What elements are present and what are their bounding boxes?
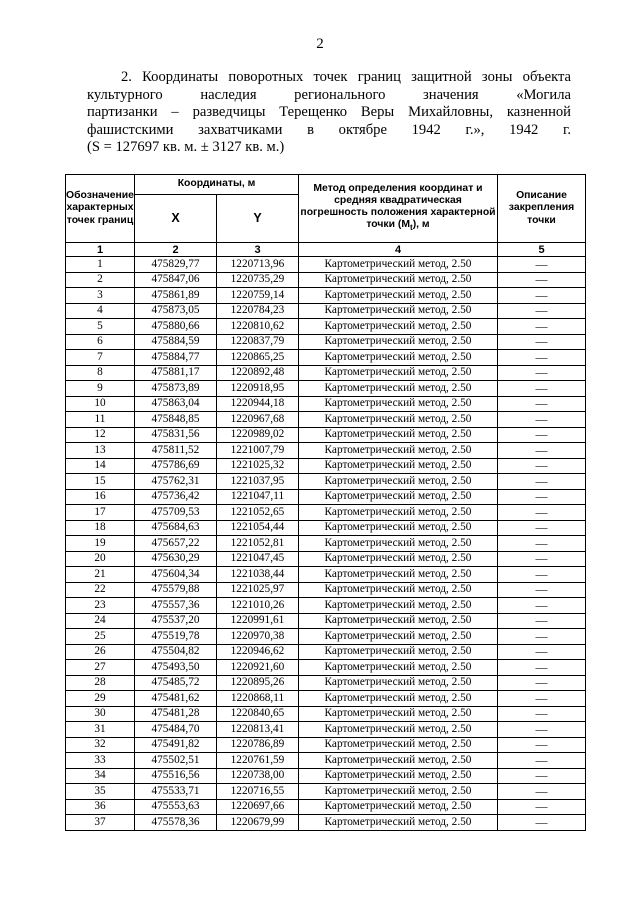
table-row xyxy=(66,520,586,536)
table-row xyxy=(66,768,586,784)
y-coordinate-cell: 1220716,55 xyxy=(217,784,299,800)
point-number-cell: 36 xyxy=(66,799,135,815)
table-row xyxy=(66,815,586,831)
x-coordinate-cell: 475516,56 xyxy=(135,768,217,784)
method-cell: Картометрический метод, 2.50 xyxy=(299,536,498,552)
x-coordinate-cell: 475502,51 xyxy=(135,753,217,769)
method-cell: Картометрический метод, 2.50 xyxy=(299,660,498,676)
point-number-cell: 23 xyxy=(66,598,135,614)
heading-line: фашистскими захватчиками в октябре 1942 г.», 1942 г. xyxy=(87,121,571,138)
x-coordinate-cell: 475884,59 xyxy=(135,334,217,350)
y-coordinate-cell: 1220810,62 xyxy=(217,319,299,335)
heading-line: 2. Координаты поворотных точек границ защитной зоны объекта xyxy=(121,69,571,85)
point-number-cell: 34 xyxy=(66,768,135,784)
method-cell: Картометрический метод, 2.50 xyxy=(299,598,498,614)
description-cell: — xyxy=(498,629,586,645)
description-cell: — xyxy=(498,598,586,614)
table-row xyxy=(66,613,586,629)
description-cell: — xyxy=(498,582,586,598)
point-number-cell: 11 xyxy=(66,412,135,428)
table-row xyxy=(66,427,586,443)
description-cell: — xyxy=(498,691,586,707)
point-number-cell: 35 xyxy=(66,784,135,800)
table-row xyxy=(66,598,586,614)
point-number-cell: 26 xyxy=(66,644,135,660)
point-number-cell: 22 xyxy=(66,582,135,598)
method-cell: Картометрический метод, 2.50 xyxy=(299,288,498,304)
method-cell: Картометрический метод, 2.50 xyxy=(299,799,498,815)
point-number-cell: 3 xyxy=(66,288,135,304)
method-cell: Картометрический метод, 2.50 xyxy=(299,675,498,691)
x-coordinate-cell: 475579,88 xyxy=(135,582,217,598)
x-coordinate-cell: 475884,77 xyxy=(135,350,217,366)
point-number-cell: 33 xyxy=(66,753,135,769)
x-coordinate-cell: 475519,78 xyxy=(135,629,217,645)
x-coordinate-cell: 475557,36 xyxy=(135,598,217,614)
description-cell: — xyxy=(498,427,586,443)
description-cell: — xyxy=(498,768,586,784)
header-description: Описание закрепления точки xyxy=(498,175,586,243)
method-cell: Картометрический метод, 2.50 xyxy=(299,722,498,738)
header-method xyxy=(299,175,498,243)
header-coordinates: Координаты, м xyxy=(135,175,299,195)
method-cell: Картометрический метод, 2.50 xyxy=(299,365,498,381)
y-coordinate-cell: 1221047,11 xyxy=(217,489,299,505)
table-row xyxy=(66,272,586,288)
y-coordinate-cell: 1220921,60 xyxy=(217,660,299,676)
description-cell: — xyxy=(498,381,586,397)
header-method-tail: ), м xyxy=(412,219,430,231)
table-row xyxy=(66,365,586,381)
y-coordinate-cell: 1220713,96 xyxy=(217,257,299,273)
point-number-cell: 8 xyxy=(66,365,135,381)
y-coordinate-cell: 1220738,00 xyxy=(217,768,299,784)
table-row xyxy=(66,381,586,397)
x-coordinate-cell: 475604,34 xyxy=(135,567,217,583)
point-number-cell: 12 xyxy=(66,427,135,443)
y-coordinate-cell: 1221047,45 xyxy=(217,551,299,567)
x-coordinate-cell: 475873,89 xyxy=(135,381,217,397)
y-coordinate-cell: 1220944,18 xyxy=(217,396,299,412)
x-coordinate-cell: 475684,63 xyxy=(135,520,217,536)
point-number-cell: 28 xyxy=(66,675,135,691)
point-number-cell: 32 xyxy=(66,737,135,753)
method-cell: Картометрический метод, 2.50 xyxy=(299,257,498,273)
x-coordinate-cell: 475481,28 xyxy=(135,706,217,722)
point-number-cell: 1 xyxy=(66,257,135,273)
table-row xyxy=(66,489,586,505)
description-cell: — xyxy=(498,396,586,412)
table-row xyxy=(66,458,586,474)
method-cell: Картометрический метод, 2.50 xyxy=(299,815,498,831)
y-coordinate-cell: 1221054,44 xyxy=(217,520,299,536)
column-number: 3 xyxy=(217,243,299,257)
description-cell: — xyxy=(498,474,586,490)
point-number-cell: 4 xyxy=(66,303,135,319)
y-coordinate-cell: 1221052,81 xyxy=(217,536,299,552)
table-row xyxy=(66,396,586,412)
method-cell: Картометрический метод, 2.50 xyxy=(299,319,498,335)
description-cell: — xyxy=(498,784,586,800)
y-coordinate-cell: 1220865,25 xyxy=(217,350,299,366)
description-cell: — xyxy=(498,288,586,304)
y-coordinate-cell: 1220991,61 xyxy=(217,613,299,629)
point-number-cell: 14 xyxy=(66,458,135,474)
y-coordinate-cell: 1220840,65 xyxy=(217,706,299,722)
point-number-cell: 5 xyxy=(66,319,135,335)
x-coordinate-cell: 475630,29 xyxy=(135,551,217,567)
x-coordinate-cell: 475863,04 xyxy=(135,396,217,412)
y-coordinate-cell: 1221025,97 xyxy=(217,582,299,598)
table-row xyxy=(66,303,586,319)
method-cell: Картометрический метод, 2.50 xyxy=(299,613,498,629)
method-cell: Картометрический метод, 2.50 xyxy=(299,334,498,350)
table-row xyxy=(66,567,586,583)
y-coordinate-cell: 1220989,02 xyxy=(217,427,299,443)
point-number-cell: 25 xyxy=(66,629,135,645)
method-cell: Картометрический метод, 2.50 xyxy=(299,505,498,521)
y-coordinate-cell: 1220837,79 xyxy=(217,334,299,350)
point-number-cell: 17 xyxy=(66,505,135,521)
x-coordinate-cell: 475881,17 xyxy=(135,365,217,381)
x-coordinate-cell: 475762,31 xyxy=(135,474,217,490)
method-cell: Картометрический метод, 2.50 xyxy=(299,443,498,459)
x-coordinate-cell: 475481,62 xyxy=(135,691,217,707)
method-cell: Картометрический метод, 2.50 xyxy=(299,396,498,412)
point-number-cell: 37 xyxy=(66,815,135,831)
table-row xyxy=(66,644,586,660)
table-row xyxy=(66,334,586,350)
description-cell: — xyxy=(498,443,586,459)
point-number-cell: 19 xyxy=(66,536,135,552)
column-number: 4 xyxy=(299,243,498,257)
x-coordinate-cell: 475709,53 xyxy=(135,505,217,521)
heading-line: партизанки – разведчицы Терещенко Веры Михайловны, казненной xyxy=(87,104,571,121)
method-cell: Картометрический метод, 2.50 xyxy=(299,412,498,428)
point-number-cell: 10 xyxy=(66,396,135,412)
table-row xyxy=(66,288,586,304)
method-cell: Картометрический метод, 2.50 xyxy=(299,381,498,397)
x-coordinate-cell: 475861,89 xyxy=(135,288,217,304)
point-number-cell: 15 xyxy=(66,474,135,490)
table-row xyxy=(66,474,586,490)
y-coordinate-cell: 1221025,32 xyxy=(217,458,299,474)
x-coordinate-cell: 475533,71 xyxy=(135,784,217,800)
column-number: 1 xyxy=(66,243,135,257)
y-coordinate-cell: 1221010,26 xyxy=(217,598,299,614)
method-cell: Картометрический метод, 2.50 xyxy=(299,629,498,645)
y-coordinate-cell: 1220697,66 xyxy=(217,799,299,815)
table-row xyxy=(66,722,586,738)
table-row xyxy=(66,675,586,691)
description-cell: — xyxy=(498,613,586,629)
table-row xyxy=(66,536,586,552)
table-row xyxy=(66,737,586,753)
method-cell: Картометрический метод, 2.50 xyxy=(299,427,498,443)
point-number-cell: 31 xyxy=(66,722,135,738)
method-cell: Картометрический метод, 2.50 xyxy=(299,474,498,490)
x-coordinate-cell: 475829,77 xyxy=(135,257,217,273)
header-method-subscript: t xyxy=(410,223,413,233)
table-row xyxy=(66,505,586,521)
table-row xyxy=(66,412,586,428)
method-cell: Картометрический метод, 2.50 xyxy=(299,350,498,366)
description-cell: — xyxy=(498,815,586,831)
point-number-cell: 2 xyxy=(66,272,135,288)
description-cell: — xyxy=(498,644,586,660)
description-cell: — xyxy=(498,319,586,335)
y-coordinate-cell: 1220759,14 xyxy=(217,288,299,304)
y-coordinate-cell: 1221052,65 xyxy=(217,505,299,521)
description-cell: — xyxy=(498,722,586,738)
y-coordinate-cell: 1220786,89 xyxy=(217,737,299,753)
point-number-cell: 18 xyxy=(66,520,135,536)
method-cell: Картометрический метод, 2.50 xyxy=(299,706,498,722)
y-coordinate-cell: 1220784,23 xyxy=(217,303,299,319)
x-coordinate-cell: 475484,70 xyxy=(135,722,217,738)
x-coordinate-cell: 475880,66 xyxy=(135,319,217,335)
y-coordinate-cell: 1220918,95 xyxy=(217,381,299,397)
x-coordinate-cell: 475578,36 xyxy=(135,815,217,831)
header-method-text: Метод определения координат и средняя квадратическая погрешность положения характерной точки (M xyxy=(300,182,496,231)
x-coordinate-cell: 475537,20 xyxy=(135,613,217,629)
table-row xyxy=(66,753,586,769)
area-note: (S = 127697 кв. м. ± 3127 кв. м.) xyxy=(87,139,285,156)
point-number-cell: 6 xyxy=(66,334,135,350)
page-number: 2 xyxy=(316,36,324,52)
description-cell: — xyxy=(498,489,586,505)
method-cell: Картометрический метод, 2.50 xyxy=(299,520,498,536)
point-number-cell: 24 xyxy=(66,613,135,629)
table-row xyxy=(66,257,586,273)
y-coordinate-cell: 1220679,99 xyxy=(217,815,299,831)
description-cell: — xyxy=(498,272,586,288)
y-coordinate-cell: 1220868,11 xyxy=(217,691,299,707)
x-coordinate-cell: 475873,05 xyxy=(135,303,217,319)
table-row xyxy=(66,799,586,815)
table-row xyxy=(66,551,586,567)
description-cell: — xyxy=(498,567,586,583)
y-coordinate-cell: 1220946,62 xyxy=(217,644,299,660)
y-coordinate-cell: 1221037,95 xyxy=(217,474,299,490)
y-coordinate-cell: 1220761,59 xyxy=(217,753,299,769)
table-row xyxy=(66,582,586,598)
x-coordinate-cell: 475811,52 xyxy=(135,443,217,459)
description-cell: — xyxy=(498,551,586,567)
x-coordinate-cell: 475657,22 xyxy=(135,536,217,552)
x-coordinate-cell: 475553,63 xyxy=(135,799,217,815)
x-coordinate-cell: 475504,82 xyxy=(135,644,217,660)
description-cell: — xyxy=(498,799,586,815)
description-cell: — xyxy=(498,412,586,428)
table-body xyxy=(66,257,586,831)
header-x: X xyxy=(135,195,217,243)
method-cell: Картометрический метод, 2.50 xyxy=(299,303,498,319)
point-number-cell: 29 xyxy=(66,691,135,707)
description-cell: — xyxy=(498,350,586,366)
point-number-cell: 7 xyxy=(66,350,135,366)
description-cell: — xyxy=(498,737,586,753)
method-cell: Картометрический метод, 2.50 xyxy=(299,753,498,769)
y-coordinate-cell: 1220970,38 xyxy=(217,629,299,645)
table-row xyxy=(66,443,586,459)
method-cell: Картометрический метод, 2.50 xyxy=(299,551,498,567)
heading-line: культурного наследия регионального значения «Могила xyxy=(87,86,571,103)
description-cell: — xyxy=(498,660,586,676)
point-number-cell: 20 xyxy=(66,551,135,567)
y-coordinate-cell: 1220967,68 xyxy=(217,412,299,428)
x-coordinate-cell: 475831,56 xyxy=(135,427,217,443)
x-coordinate-cell: 475493,50 xyxy=(135,660,217,676)
point-number-cell: 21 xyxy=(66,567,135,583)
header-designation: Обозначение характерных точек границ xyxy=(66,175,135,243)
description-cell: — xyxy=(498,365,586,381)
table-row xyxy=(66,319,586,335)
point-number-cell: 30 xyxy=(66,706,135,722)
x-coordinate-cell: 475485,72 xyxy=(135,675,217,691)
method-cell: Картометрический метод, 2.50 xyxy=(299,768,498,784)
method-cell: Картометрический метод, 2.50 xyxy=(299,737,498,753)
y-coordinate-cell: 1221038,44 xyxy=(217,567,299,583)
x-coordinate-cell: 475736,42 xyxy=(135,489,217,505)
table-row xyxy=(66,350,586,366)
table-row xyxy=(66,706,586,722)
section-heading xyxy=(87,69,571,157)
description-cell: — xyxy=(498,520,586,536)
x-coordinate-cell: 475786,69 xyxy=(135,458,217,474)
description-cell: — xyxy=(498,257,586,273)
description-cell: — xyxy=(498,675,586,691)
description-cell: — xyxy=(498,505,586,521)
y-coordinate-cell: 1220892,48 xyxy=(217,365,299,381)
description-cell: — xyxy=(498,706,586,722)
table-row xyxy=(66,691,586,707)
method-cell: Картометрический метод, 2.50 xyxy=(299,644,498,660)
point-number-cell: 16 xyxy=(66,489,135,505)
y-coordinate-cell: 1220895,26 xyxy=(217,675,299,691)
column-number: 5 xyxy=(498,243,586,257)
method-cell: Картометрический метод, 2.50 xyxy=(299,784,498,800)
description-cell: — xyxy=(498,536,586,552)
method-cell: Картометрический метод, 2.50 xyxy=(299,272,498,288)
description-cell: — xyxy=(498,303,586,319)
method-cell: Картометрический метод, 2.50 xyxy=(299,458,498,474)
y-coordinate-cell: 1220735,29 xyxy=(217,272,299,288)
x-coordinate-cell: 475491,82 xyxy=(135,737,217,753)
y-coordinate-cell: 1221007,79 xyxy=(217,443,299,459)
description-cell: — xyxy=(498,334,586,350)
y-coordinate-cell: 1220813,41 xyxy=(217,722,299,738)
description-cell: — xyxy=(498,458,586,474)
header-y: Y xyxy=(217,195,299,243)
point-number-cell: 13 xyxy=(66,443,135,459)
description-cell: — xyxy=(498,753,586,769)
table-row xyxy=(66,660,586,676)
coordinates-table xyxy=(65,174,586,831)
point-number-cell: 9 xyxy=(66,381,135,397)
method-cell: Картометрический метод, 2.50 xyxy=(299,489,498,505)
x-coordinate-cell: 475847,06 xyxy=(135,272,217,288)
point-number-cell: 27 xyxy=(66,660,135,676)
column-number: 2 xyxy=(135,243,217,257)
table-row xyxy=(66,629,586,645)
method-cell: Картометрический метод, 2.50 xyxy=(299,582,498,598)
method-cell: Картометрический метод, 2.50 xyxy=(299,691,498,707)
x-coordinate-cell: 475848,85 xyxy=(135,412,217,428)
method-cell: Картометрический метод, 2.50 xyxy=(299,567,498,583)
table-row xyxy=(66,784,586,800)
